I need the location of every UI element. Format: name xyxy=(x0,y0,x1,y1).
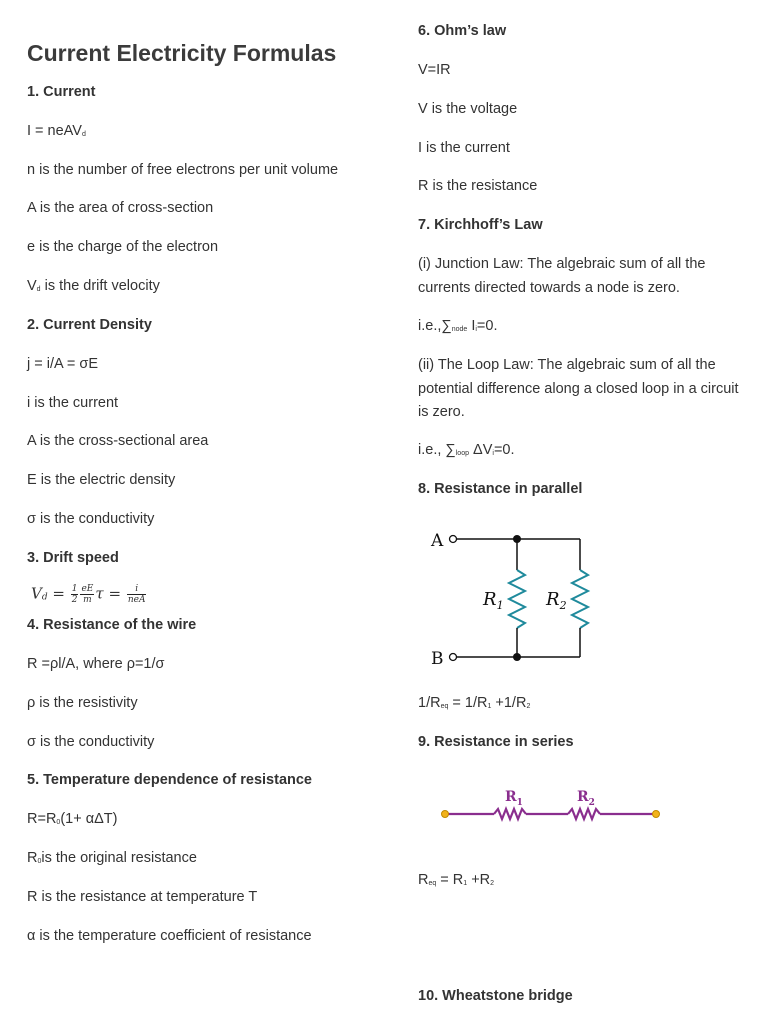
section-heading-ohms-law: 6. Ohm’s law xyxy=(418,23,507,39)
series-r1-label: $R_1$ xyxy=(505,789,523,808)
r1-label: $R_1$ xyxy=(483,589,504,612)
terminal-b-label: B xyxy=(431,649,444,669)
series-terminal-right xyxy=(653,811,660,818)
r2-label: $R_2$ xyxy=(546,589,567,612)
definition-v: V is the voltage xyxy=(418,101,518,117)
formula-current-density: j = i/A = σE xyxy=(27,356,99,372)
section-heading-parallel: 8. Resistance in parallel xyxy=(418,481,583,497)
terminal-a-label: A xyxy=(431,531,444,551)
section-heading-temperature: 5. Temperature dependence of resistance xyxy=(27,772,313,788)
section-heading-current-density: 2. Current Density xyxy=(27,317,152,333)
formula-resistance-wire: R =ρl/A, where ρ=1/σ xyxy=(27,656,165,672)
terminal-a xyxy=(450,536,457,543)
series-resistor-r2 xyxy=(568,809,600,819)
definition-e-field: E is the electric density xyxy=(27,472,176,488)
formula-parallel: $1/R_{eq} = 1/R_1 +1/R_2$ xyxy=(418,695,531,711)
section-heading-wheatstone: 10. Wheatstone bridge xyxy=(418,988,573,1004)
formula-series: $R_{eq} = R_1 +R_2$ xyxy=(418,872,495,888)
formula-drift-speed: $V_d$ = $\frac{1}{2}$ $\frac{eE}{m}$ τ = $\frac{i}{\text{neA}}$ xyxy=(31,584,146,605)
series-circuit-diagram xyxy=(438,785,668,825)
definition-rho: ρ is the resistivity xyxy=(27,695,138,711)
section-heading-series: 9. Resistance in series xyxy=(418,734,574,750)
definition-r-t: R is the resistance at temperature T xyxy=(27,889,258,905)
definition-vd: $V_d$ is the drift velocity xyxy=(27,278,160,294)
definition-e: e is the charge of the electron xyxy=(27,239,219,255)
series-terminal-left xyxy=(442,811,449,818)
section-heading-kirchhoff: 7. Kirchhoff’s Law xyxy=(418,217,543,233)
formula-loop-law: i.e., $\sum_{loop}$ $\Delta V_i=0$. xyxy=(418,442,515,458)
formula-ohms-law: V=IR xyxy=(418,62,451,78)
definition-sigma-2: σ is the conductivity xyxy=(27,734,155,750)
formula-temperature: $R=R_0(1+ \alpha\Delta T)$ xyxy=(27,811,118,827)
section-heading-current: 1. Current xyxy=(27,84,96,100)
definition-i: i is the current xyxy=(27,395,119,411)
kirchhoff-junction-law: (i) Junction Law: The algebraic sum of all the currents directed towards a node is zero. xyxy=(418,256,706,296)
terminal-b xyxy=(450,654,457,661)
definition-a: A is the area of cross-section xyxy=(27,200,214,216)
formula-current: I = neAV$_d$ xyxy=(27,123,86,139)
definition-n: n is the number of free electrons per unit volume xyxy=(27,162,339,178)
resistor-r2 xyxy=(572,570,588,628)
definition-area: A is the cross-sectional area xyxy=(27,433,209,449)
page-title: Current Electricity Formulas xyxy=(27,40,337,66)
series-r2-label: $R_2$ xyxy=(577,789,595,808)
resistor-r1 xyxy=(509,570,525,628)
definition-current: I is the current xyxy=(418,140,510,156)
definition-alpha: α is the temperature coefficient of resistance xyxy=(27,928,312,944)
definition-sigma: σ is the conductivity xyxy=(27,511,155,527)
definition-r0: $R_0is$ the original resistance xyxy=(27,850,197,866)
section-heading-drift-speed: 3. Drift speed xyxy=(27,550,119,566)
section-heading-resistance-wire: 4. Resistance of the wire xyxy=(27,617,197,633)
parallel-circuit-diagram xyxy=(428,525,603,670)
kirchhoff-loop-law: (ii) The Loop Law: The algebraic sum of all the potential difference along a closed loop in a circuit is zero. xyxy=(418,357,739,420)
definition-resistance: R is the resistance xyxy=(418,178,538,194)
formula-junction-law: $i.e.,\sum_{node}$ $I_i=0$. xyxy=(418,318,498,334)
series-resistor-r1 xyxy=(494,809,526,819)
